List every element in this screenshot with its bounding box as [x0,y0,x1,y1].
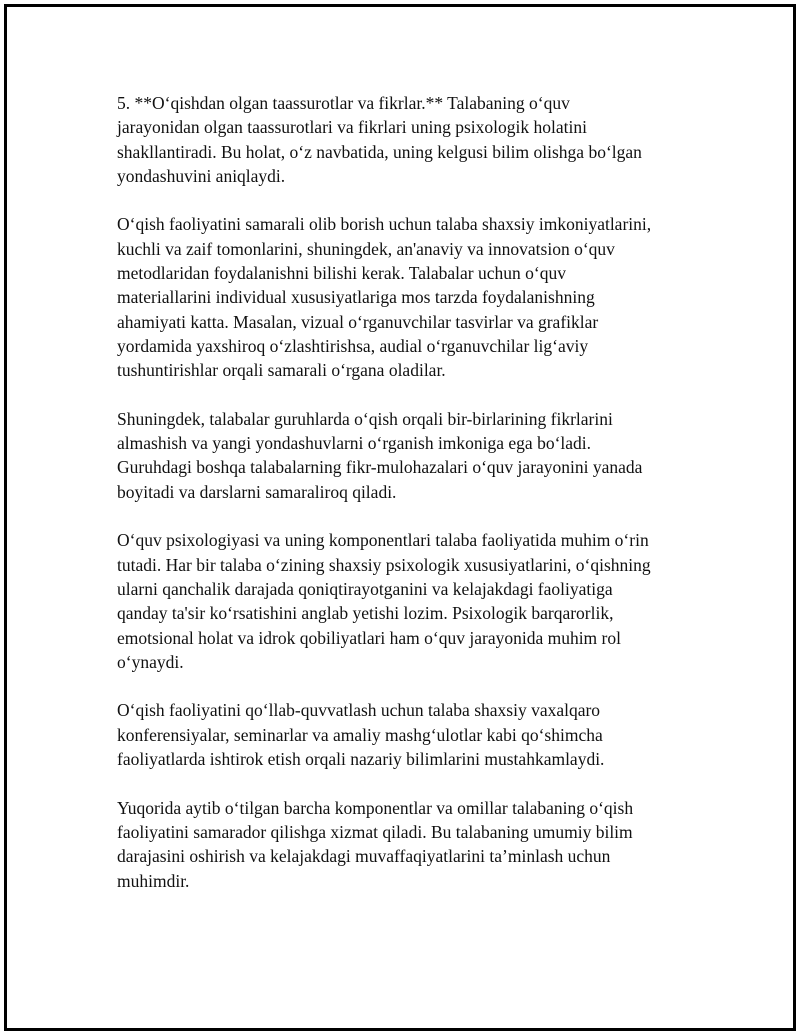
text-line: Guruhdagi boshqa talabalarning fikr-mulohazalari o‘quv jarayonini yanada [117,457,643,478]
text-line: Shuningdek, talabalar guruhlarda o‘qish orqali bir-birlarining fikrlarini [117,408,613,429]
paragraph-4 [117,528,689,674]
text-line: yordamida yaxshiroq o‘zlashtirishsa, audial o‘rganuvchilar lig‘aviy [117,335,589,356]
paragraph-5 [117,698,689,771]
text-line: tutadi. Har bir talaba o‘zining shaxsiy psixologik xususiyatlarini, o‘qishning [117,554,651,575]
text-line: ahamiyati katta. Masalan, vizual o‘rganuvchilar tasvirlar va grafiklar [117,311,599,332]
text-line: faoliyatlarda ishtirok etish orqali nazariy bilimlarini mustahkamlaydi. [117,749,605,770]
text-line: metodlaridan foydalanishni bilishi kerak. Talabalar uchun o‘quv [117,263,566,284]
text-line: O‘qish faoliyatini qo‘llab-quvvatlash uchun talaba shaxsiy vaxalqaro [117,700,601,721]
paragraph-3 [117,407,689,504]
text-line: O‘qish faoliyatini samarali olib borish uchun talaba shaxsiy imkoniyatlarini, [117,214,652,235]
text-line: tushuntirishlar orqali samarali o‘rgana oladilar. [117,360,446,381]
text-line: materiallarini individual xususiyatlariga mos tarzda foydalanishning [117,287,595,308]
text-line: yondashuvini aniqlaydi. [117,165,286,186]
text-line: darajasini oshirish va kelajakdagi muvaffaqiyatlarini ta’minlash uchun [117,846,611,867]
text-line: 5. **O‘qishdan olgan taassurotlar va fikrlar.** Talabaning o‘quv [117,93,570,113]
text-line: faoliyatini samarador qilishga xizmat qiladi. Bu talabaning umumiy bilim [117,821,633,842]
text-line: o‘ynaydi. [117,651,184,672]
paragraph-6 [117,796,689,893]
text-line: qanday ta'sir ko‘rsatishini anglab yetishi lozim. Psixologik barqarorlik, [117,603,614,624]
text-line: O‘quv psixologiyasi va uning komponentlari talaba faoliyatida muhim o‘rin [117,530,649,551]
text-line: kuchli va zaif tomonlarini, shuningdek, an'anaviy va innovatsion o‘quv [117,238,615,259]
text-line: shakllantiradi. Bu holat, o‘z navbatida, uning kelgusi bilim olishga bo‘lgan [117,141,642,162]
document-body [117,91,689,893]
text-line: muhimdir. [117,870,190,891]
text-line: jarayonidan olgan taassurotlari va fikrlari uning psixologik holatini [117,117,587,138]
paragraph-1 [117,91,689,188]
text-line: emotsional holat va idrok qobiliyatlari ham o‘quv jarayonida muhim rol [117,627,621,648]
text-line: konferensiyalar, seminarlar va amaliy mashg‘ulotlar kabi qo‘shimcha [117,724,603,745]
text-line: boyitadi va darslarni samaraliroq qiladi. [117,481,397,502]
text-line: almashish va yangi yondashuvlarni o‘rganish imkoniga ega bo‘ladi. [117,433,592,454]
paragraph-2 [117,212,689,382]
text-line: ularni qanchalik darajada qoniqtirayotganini va kelajakdagi faoliyatiga [117,578,613,599]
text-line: Yuqorida aytib o‘tilgan barcha komponentlar va omillar talabaning o‘qish [117,797,634,818]
